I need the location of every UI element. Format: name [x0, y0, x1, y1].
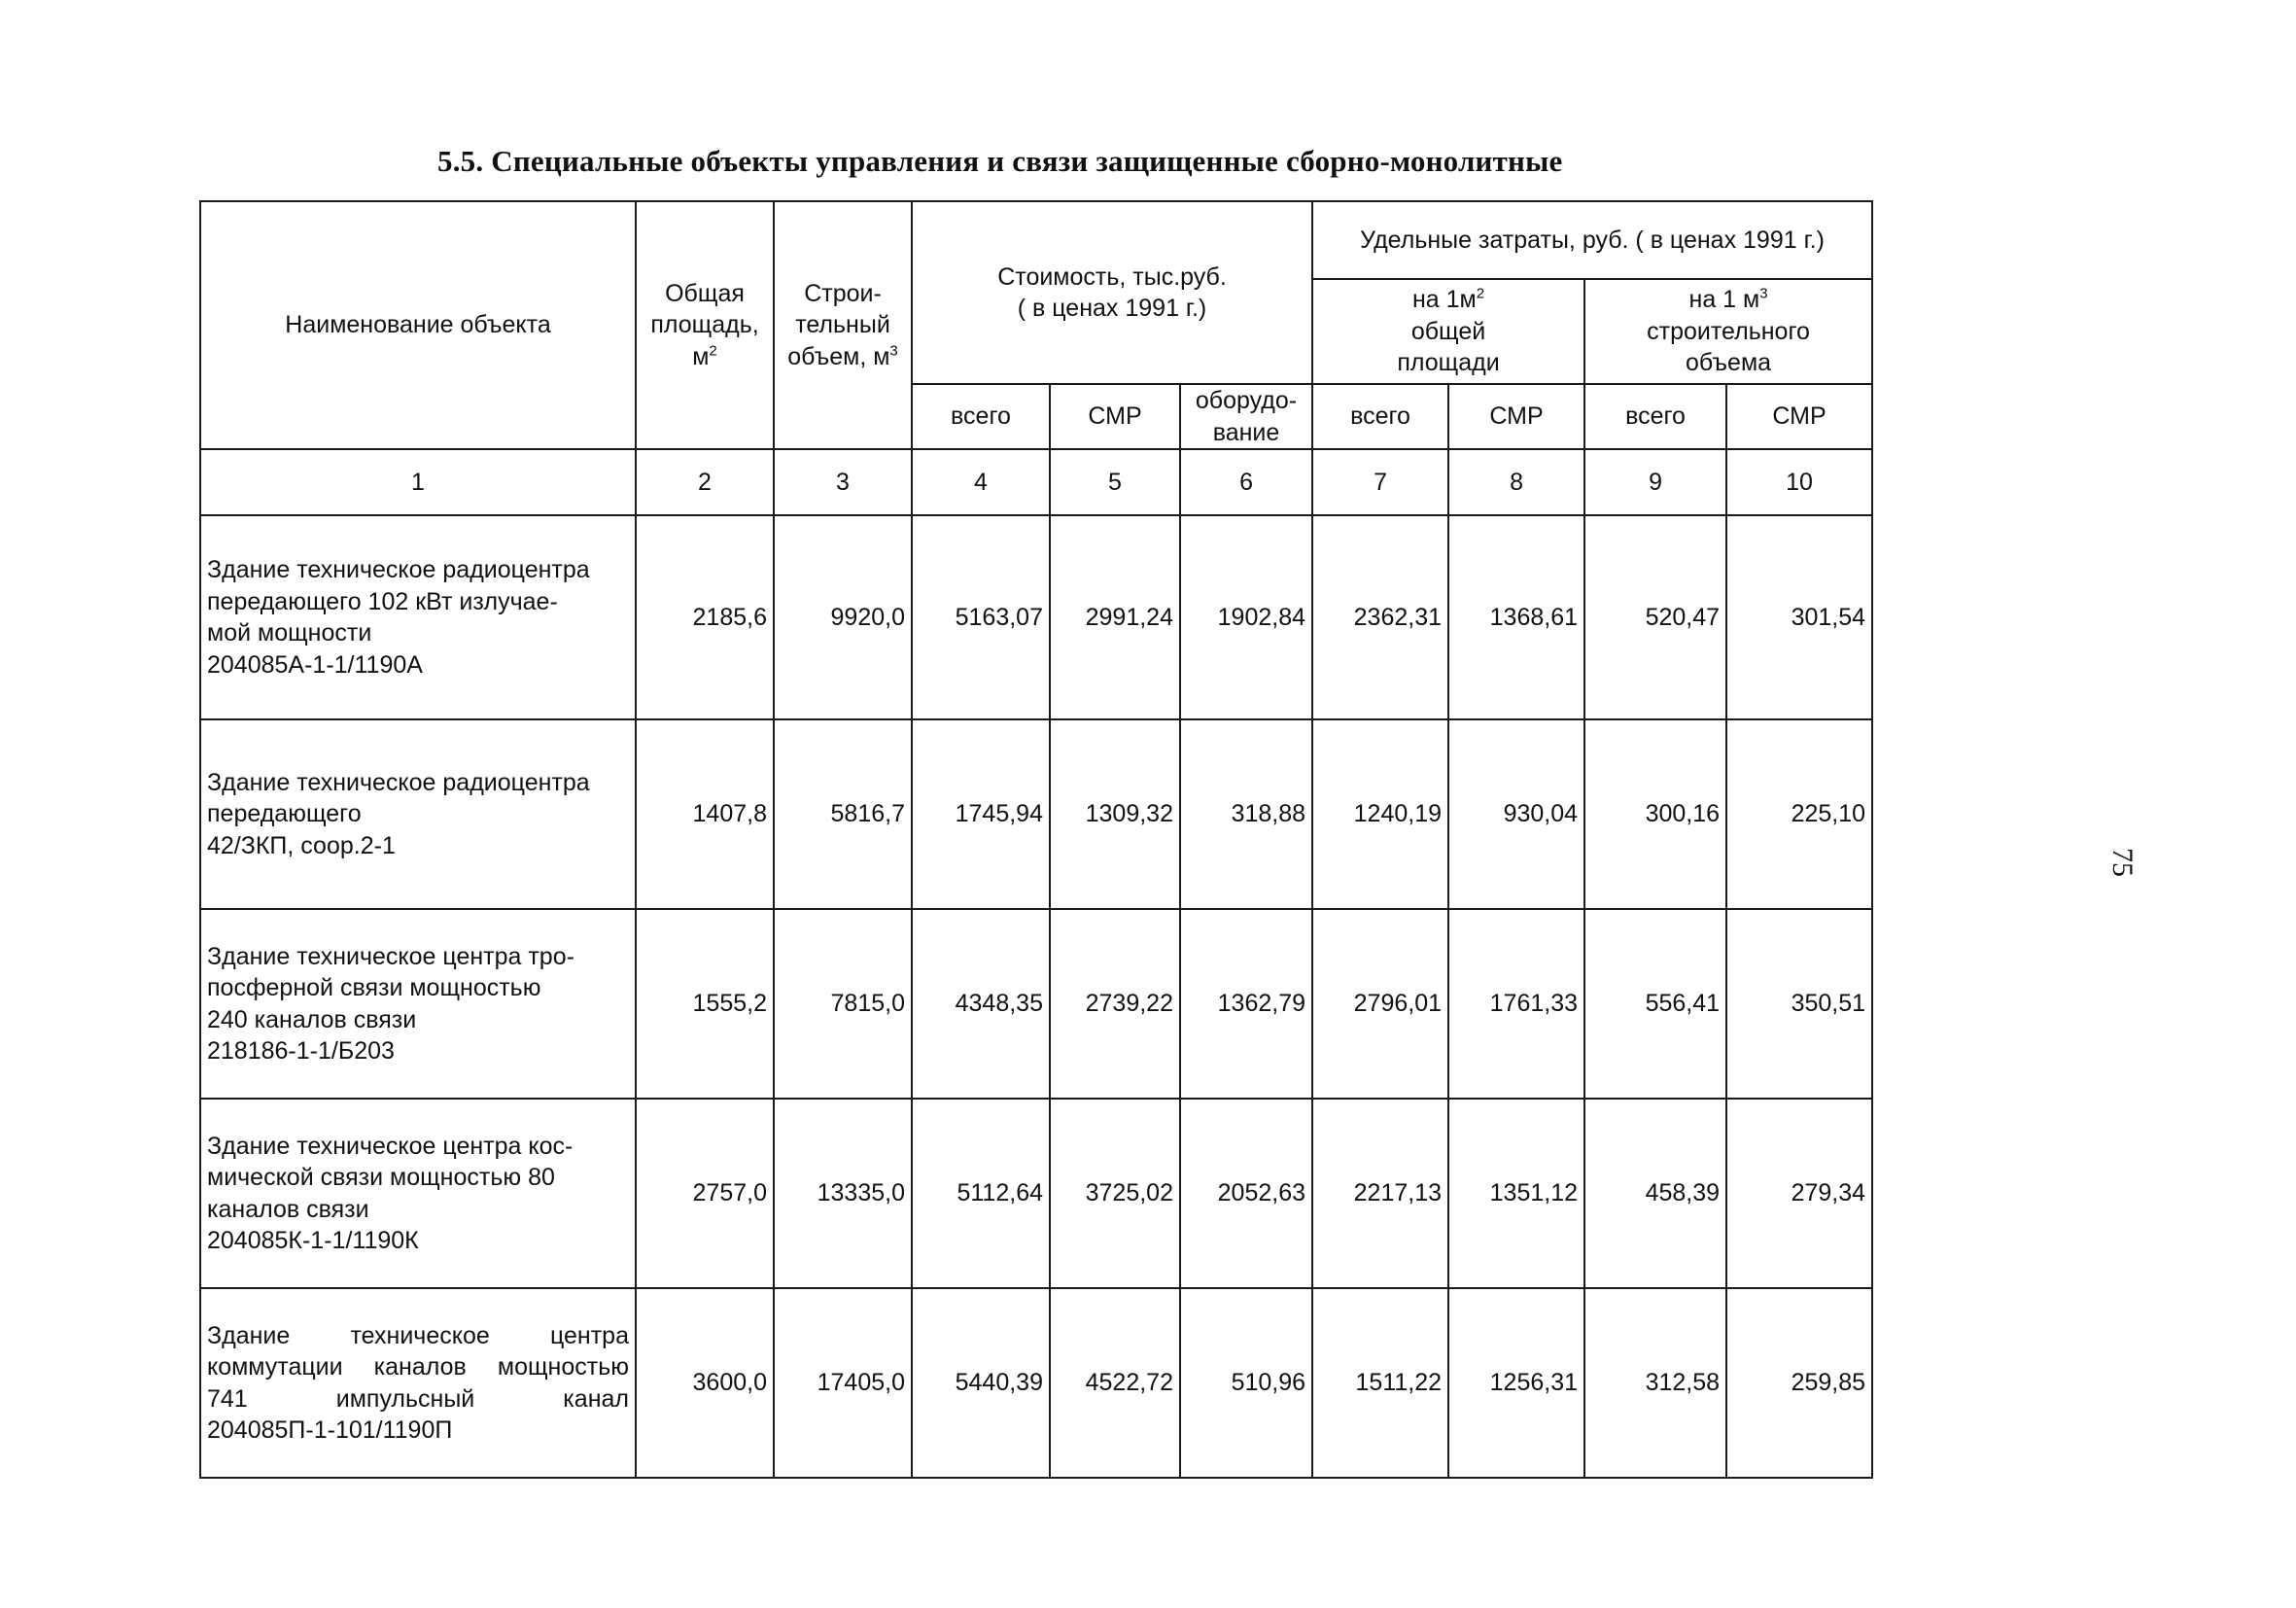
column-number: 8: [1448, 449, 1584, 515]
value-cell: 350,51: [1726, 909, 1872, 1099]
value-cell: 458,39: [1584, 1099, 1726, 1288]
value-cell: 4522,72: [1050, 1288, 1180, 1478]
value-cell: 1745,94: [912, 719, 1050, 909]
value-cell: 2052,63: [1180, 1099, 1312, 1288]
column-number: 7: [1312, 449, 1448, 515]
page-number: 75: [2106, 848, 2139, 877]
header-m3-total: всего: [1584, 384, 1726, 449]
column-number: 1: [200, 449, 636, 515]
value-cell: 510,96: [1180, 1288, 1312, 1478]
value-cell: 9920,0: [774, 515, 912, 719]
value-cell: 2757,0: [636, 1099, 774, 1288]
value-cell: 520,47: [1584, 515, 1726, 719]
value-cell: 7815,0: [774, 909, 912, 1099]
object-name-cell: Здание техническое радиоцентра передающего 42/ЗКП, соор.2-1: [200, 719, 636, 909]
header-cost-equipment: оборудо- вание: [1180, 384, 1312, 449]
table-row: [200, 1288, 1872, 1478]
header-area: Общая площадь, $м^2$: [636, 201, 774, 449]
value-cell: 279,34: [1726, 1099, 1872, 1288]
header-name: Наименование объекта: [200, 201, 636, 449]
value-cell: 1351,12: [1448, 1099, 1584, 1288]
column-number: 4: [912, 449, 1050, 515]
value-cell: 2739,22: [1050, 909, 1180, 1099]
value-cell: 1362,79: [1180, 909, 1312, 1099]
column-number: 10: [1726, 449, 1872, 515]
column-number: 6: [1180, 449, 1312, 515]
value-cell: 2185,6: [636, 515, 774, 719]
value-cell: 3725,02: [1050, 1099, 1180, 1288]
object-name-cell: Здание техническое центра тро- посферной связи мощностью 240 каналов связи 218186-1-1/Б203: [200, 909, 636, 1099]
column-number-row: [200, 449, 1872, 515]
value-cell: 2796,01: [1312, 909, 1448, 1099]
column-number: 3: [774, 449, 912, 515]
value-cell: 1256,31: [1448, 1288, 1584, 1478]
value-cell: 930,04: [1448, 719, 1584, 909]
value-cell: 318,88: [1180, 719, 1312, 909]
value-cell: 1761,33: [1448, 909, 1584, 1099]
header-volume: Строи- тельный объем, $м^3$: [774, 201, 912, 449]
page-title: 5.5. Специальные объекты управления и связи защищенные сборно-монолитные: [437, 144, 1563, 178]
value-cell: 259,85: [1726, 1288, 1872, 1478]
value-cell: 1368,61: [1448, 515, 1584, 719]
header-cost-total: всего: [912, 384, 1050, 449]
value-cell: 13335,0: [774, 1099, 912, 1288]
column-number: 9: [1584, 449, 1726, 515]
value-cell: 3600,0: [636, 1288, 774, 1478]
value-cell: 1902,84: [1180, 515, 1312, 719]
table-row: [200, 1099, 1872, 1288]
value-cell: 5816,7: [774, 719, 912, 909]
value-cell: 1511,22: [1312, 1288, 1448, 1478]
cost-table: [199, 200, 1873, 1479]
header-cost: Стоимость, тыс.руб. ( в ценах 1991 г.): [912, 201, 1312, 384]
value-cell: 2362,31: [1312, 515, 1448, 719]
value-cell: 2991,24: [1050, 515, 1180, 719]
column-number: 2: [636, 449, 774, 515]
header-m2-smr: СМР: [1448, 384, 1584, 449]
header-specific-costs: Удельные затраты, руб. ( в ценах 1991 г.): [1312, 201, 1872, 279]
value-cell: 4348,35: [912, 909, 1050, 1099]
value-cell: 1407,8: [636, 719, 774, 909]
value-cell: 300,16: [1584, 719, 1726, 909]
value-cell: 1240,19: [1312, 719, 1448, 909]
header-m2-total: всего: [1312, 384, 1448, 449]
object-name-cell: Здание техническое центра кос- мической связи мощностью 80 каналов связи 204085К-1-1/1190К: [200, 1099, 636, 1288]
value-cell: 17405,0: [774, 1288, 912, 1478]
value-cell: 1309,32: [1050, 719, 1180, 909]
value-cell: 5112,64: [912, 1099, 1050, 1288]
header-per-m2: на $1м^2$ общей площади: [1312, 279, 1584, 384]
header-per-m3: на 1 $м^3$ строительного объема: [1584, 279, 1872, 384]
column-number: 5: [1050, 449, 1180, 515]
table-row: [200, 909, 1872, 1099]
object-name-cell: Здание техническое центра коммутации каналов мощностью 741 импульсный канал 204085П-1-101/1190П: [200, 1288, 636, 1478]
value-cell: 301,54: [1726, 515, 1872, 719]
header-cost-smr: СМР: [1050, 384, 1180, 449]
value-cell: 556,41: [1584, 909, 1726, 1099]
value-cell: 2217,13: [1312, 1099, 1448, 1288]
value-cell: 5440,39: [912, 1288, 1050, 1478]
table-row: [200, 515, 1872, 719]
table-row: [200, 719, 1872, 909]
value-cell: 5163,07: [912, 515, 1050, 719]
object-name-cell: Здание техническое радиоцентра передающего 102 кВт излучае- мой мощности 204085А-1-1/1190А: [200, 515, 636, 719]
value-cell: 312,58: [1584, 1288, 1726, 1478]
value-cell: 1555,2: [636, 909, 774, 1099]
value-cell: 225,10: [1726, 719, 1872, 909]
header-m3-smr: СМР: [1726, 384, 1872, 449]
